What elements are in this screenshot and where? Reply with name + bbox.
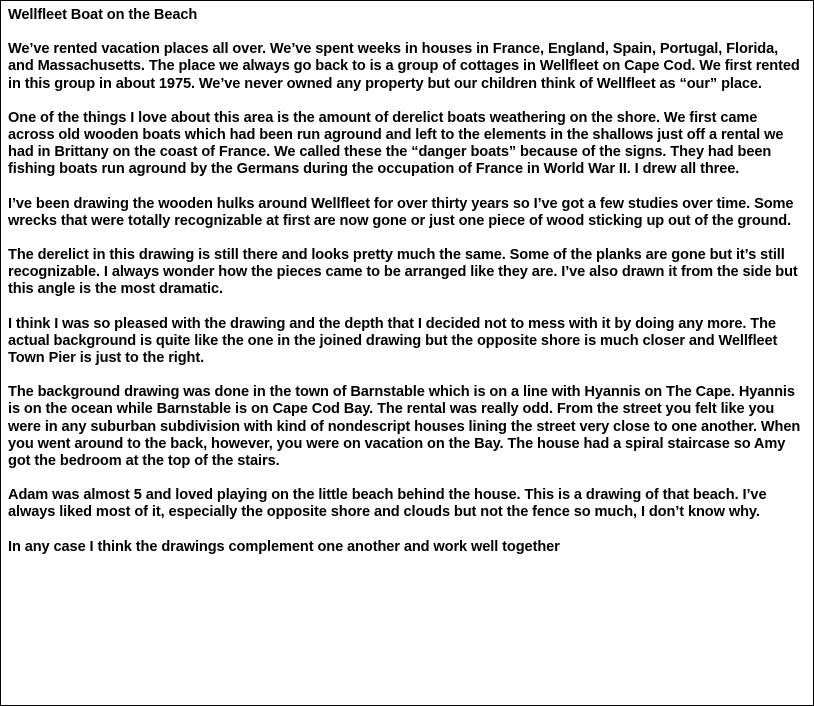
paragraph-5: I think I was so pleased with the drawing and the depth that I decided not to mess with it by doing any more. The actual background is quite like the one in the joined drawing but the opposite shore is much closer and Wellfleet Town Pier is just to the right. [8, 315, 778, 367]
paragraph-4: The derelict in this drawing is still there and looks pretty much the same. Some of the planks are gone but it’s still recognizable. I always wonder how the pieces came to be arranged like they are. I’ve also drawn it from the side but this angle is the most dramatic. [8, 247, 798, 298]
paragraph-1: We’ve rented vacation places all over. We’ve spent weeks in houses in France, England, Spain, Portugal, Florida, and Massachusetts. The place we always go back to is a group of cottages in Wellfleet on Cape Cod. We first rented in this group in about 1975. We’ve never owned any property but our children think of Wellfleet as “our” place. [8, 41, 800, 92]
document-body [8, 7, 806, 573]
paragraph-8: In any case I think the drawings complement one another and work well together [8, 538, 560, 555]
paragraph-3: I’ve been drawing the wooden hulks around Wellfleet for over thirty years so I’ve got a few studies over time. Some wrecks that were totally recognizable at first are now gone or just one piece of wood sticking up out of the ground. [8, 195, 794, 229]
paragraph-7: Adam was almost 5 and loved playing on the little beach behind the house. This is a drawing of that beach. I’ve always liked most of it, especially the opposite shore and clouds but not the fence so much, I don’t know why. [8, 487, 767, 521]
paragraph-6: The background drawing was done in the town of Barnstable which is on a line with Hyannis on The Cape. Hyannis is on the ocean while Barnstable is on Cape Cod Bay. The rental was really odd. From the street you felt like you were in any suburban subdivision with kind of nondescript houses lining the street very close to one another. When you went around to the back, however, you were on vacation on the Bay. The house had a spiral staircase so Amy got the bedroom at the top of the stairs. [8, 384, 801, 470]
page-title: Wellfleet Boat on the Beach [8, 7, 198, 23]
paragraph-2: One of the things I love about this area is the amount of derelict boats weathering on the shore. We first came across old wooden boats which had been run aground and left to the elements in the shallows just off a rental we had in Brittany on the coast of France. We called these the “danger boats” because of the signs. They had been fishing boats run aground by the Germans during the occupation of France in World War II. I drew all three. [8, 109, 784, 178]
